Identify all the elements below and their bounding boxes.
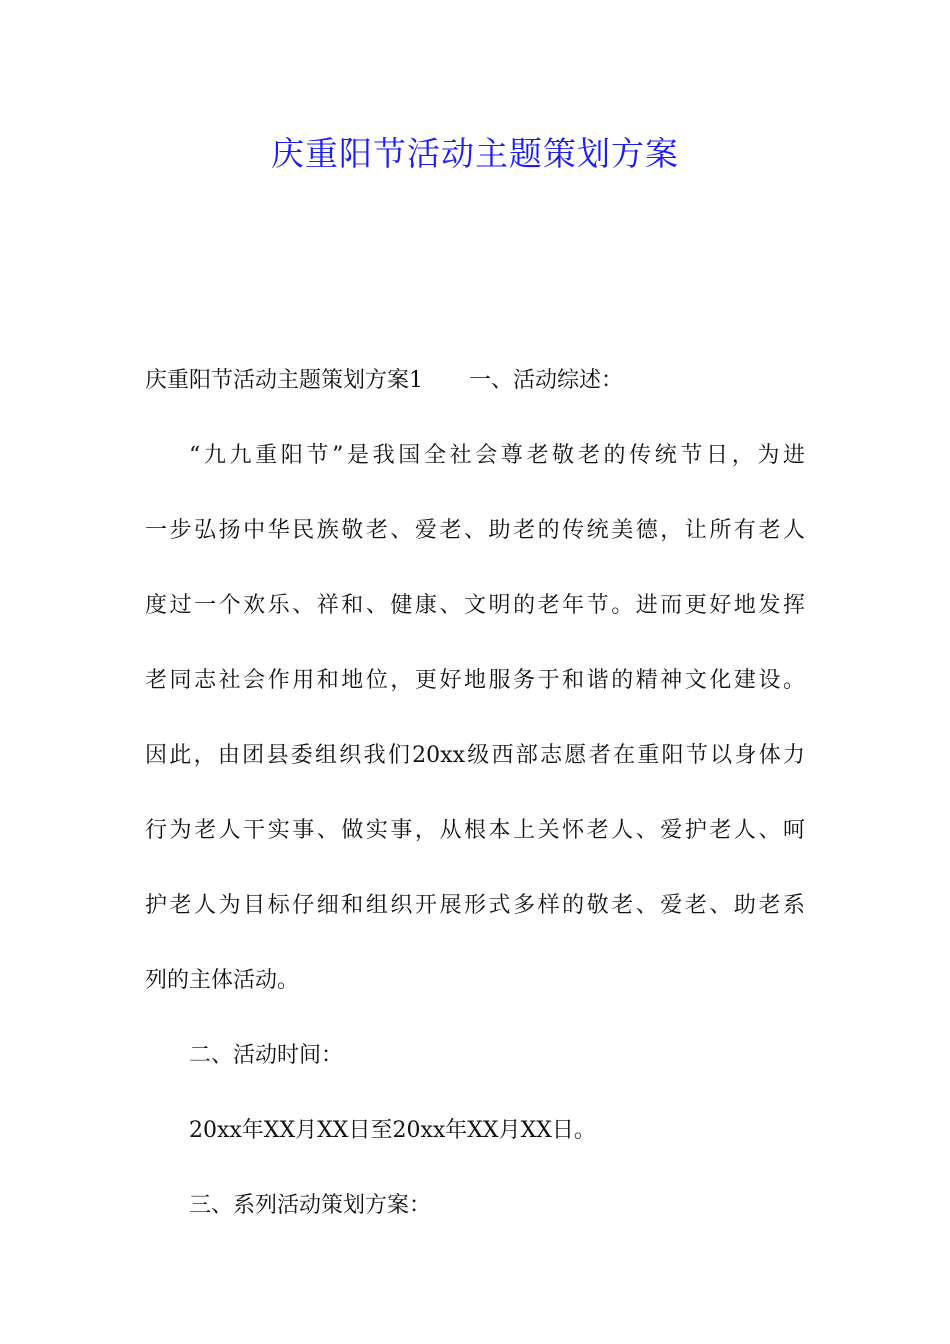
summary-line: 度过一个欢乐、祥和、健康、文明的老年节。进而更好地发挥 <box>145 593 805 618</box>
summary-line: 因此，由团县委组织我们20xx级西部志愿者在重阳节以身体力 <box>145 743 805 768</box>
lead-line <box>145 343 805 418</box>
summary-paragraph <box>145 418 805 1018</box>
summary-line: 行为老人干实事、做实事，从根本上关怀老人、爱护老人、呵 <box>145 818 805 843</box>
summary-line: 列的主体活动。 <box>145 968 300 993</box>
summary-line: “九九重阳节”是我国全社会尊老敬老的传统节日，为进 <box>189 443 805 468</box>
summary-line: 护老人为目标仔细和组织开展形式多样的敬老、爱老、助老系 <box>145 893 805 918</box>
document-title: 庆重阳节活动主题策划方案 <box>271 134 679 173</box>
section2-content: 20xx年XX月XX日至20xx年XX月XX日。 <box>189 1118 596 1143</box>
summary-line: 一步弘扬中华民族敬老、爱老、助老的传统美德，让所有老人 <box>145 518 805 543</box>
document-body <box>145 343 805 1243</box>
section1-heading: 一、活动综述： <box>469 368 624 393</box>
section2-heading: 二、活动时间： <box>189 1043 344 1068</box>
subtitle-text: 庆重阳节活动主题策划方案1 <box>145 368 423 393</box>
section3-heading: 三、系列活动策划方案： <box>189 1193 432 1218</box>
summary-line: 老同志社会作用和地位，更好地服务于和谐的精神文化建设。 <box>145 668 805 693</box>
